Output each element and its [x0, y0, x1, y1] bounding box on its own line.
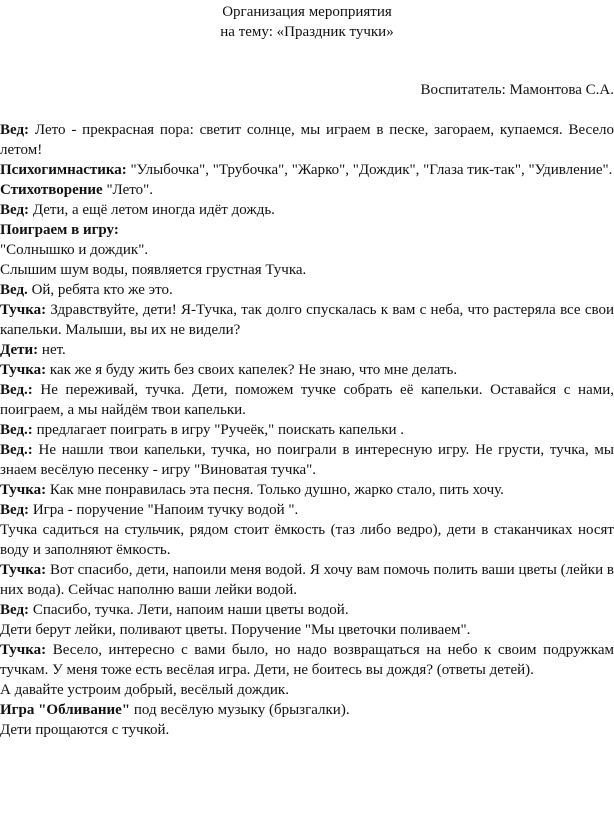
paragraph: [0, 500, 614, 520]
section-label: Игра "Обливание": [0, 702, 131, 718]
paragraph-text: "Улыбочка", "Трубочка", "Жарко", "Дождик", "Глаза тик-так", "Удивление".: [126, 162, 613, 178]
paragraph: [0, 360, 614, 380]
paragraph-text: Дети берут лейки, поливают цветы. Поручение "Мы цветочки поливаем".: [0, 622, 471, 638]
paragraph-text: Спасибо, тучка. Лети, напоим наши цветы водой.: [29, 602, 349, 618]
section-label: Стихотворение: [0, 182, 103, 198]
paragraph-text: Игра - поручение "Напоим тучку водой ".: [29, 502, 299, 518]
paragraph-text: "Лето".: [102, 182, 154, 198]
paragraph: [0, 380, 614, 420]
paragraph-text: Вот спасибо, дети, напоили меня водой. Я хочу вам помочь полить ваши цветы (лейки в них вода). Сейчас наполню ваши лейки водой.: [0, 562, 614, 598]
speaker-label: Тучка:: [0, 642, 47, 658]
section-label: Поиграем в игру:: [0, 222, 119, 238]
paragraph: [0, 600, 614, 620]
paragraph: [0, 220, 614, 240]
speaker-label: Вед:: [0, 502, 30, 518]
speaker-label: Вед:: [0, 202, 30, 218]
paragraph: [0, 120, 614, 160]
speaker-label: Вед.:: [0, 422, 33, 438]
scenario-text: [0, 120, 614, 740]
paragraph-text: Не нашли твои капельки, тучка, но поиграли в интересную игру. Не грусти, тучка, мы знаем весёлую песенку - игру "Виноватая тучка".: [0, 442, 614, 478]
speaker-label: Тучка:: [0, 482, 47, 498]
paragraph-text: Не переживай, тучка. Дети, поможем тучке собрать её капельки. Оставайся с нами, поиграем, а мы найдём твои капельки.: [0, 382, 614, 418]
paragraph: [0, 440, 614, 480]
paragraph: [0, 160, 614, 180]
paragraph: [0, 680, 614, 700]
paragraph-text: "Солнышко и дождик".: [0, 242, 149, 258]
section-label: Психогимнастика:: [0, 162, 127, 178]
paragraph-text: Лето - прекрасная пора: светит солнце, мы играем в песке, загораем, купаемся. Весело летом!: [0, 122, 614, 158]
speaker-label: Вед:: [0, 602, 30, 618]
paragraph: [0, 180, 614, 200]
speaker-label: Дети:: [0, 342, 39, 358]
paragraph: [0, 640, 614, 680]
paragraph: [0, 240, 614, 260]
paragraph: [0, 620, 614, 640]
paragraph-text: Слышим шум воды, появляется грустная Тучка.: [0, 262, 307, 278]
paragraph-text: Дети прощаются с тучкой.: [0, 722, 170, 738]
paragraph-text: нет.: [38, 342, 66, 358]
paragraph: [0, 700, 614, 720]
paragraph: [0, 280, 614, 300]
paragraph-text: как же я буду жить без своих капелек? Не знаю, что мне делать.: [46, 362, 458, 378]
speaker-label: Вед.: [0, 282, 28, 298]
paragraph: [0, 340, 614, 360]
author-line: Воспитатель: Мамонтова С.А.: [420, 82, 614, 98]
document-title: [0, 2, 614, 42]
paragraph: [0, 480, 614, 500]
paragraph: [0, 260, 614, 280]
paragraph-text: предлагает поиграть в игру "Ручеёк," поискать капельки .: [32, 422, 405, 438]
speaker-label: Вед.:: [0, 442, 33, 458]
speaker-label: Вед.:: [0, 382, 33, 398]
paragraph: [0, 200, 614, 220]
paragraph: [0, 520, 614, 560]
speaker-label: Тучка:: [0, 362, 47, 378]
speaker-label: Тучка:: [0, 562, 47, 578]
paragraph-text: Тучка садиться на стульчик, рядом стоит ёмкость (таз либо ведро), дети в стаканчиках носят воду и заполняют ёмкость.: [0, 522, 614, 558]
title-line-2: на тему: «Праздник тучки»: [220, 24, 394, 40]
paragraph: [0, 560, 614, 600]
paragraph-text: Как мне понравилась эта песня. Только душно, жарко стало, пить хочу.: [46, 482, 504, 498]
paragraph: [0, 720, 614, 740]
paragraph: [0, 420, 614, 440]
title-line-1: Организация мероприятия: [222, 4, 392, 20]
speaker-label: Вед:: [0, 122, 30, 138]
paragraph-text: Весело, интересно с вами было, но надо возвращаться на небо к своим подружкам тучкам. У меня тоже есть весёлая игра. Дети, не боитесь вы дождя? (ответы детей).: [0, 642, 614, 678]
paragraph-text: А давайте устроим добрый, весёлый дождик.: [0, 682, 289, 698]
paragraph: [0, 300, 614, 340]
paragraph-text: Ой, ребята кто же это.: [27, 282, 173, 298]
paragraph-text: под весёлую музыку (брызгалки).: [130, 702, 350, 718]
paragraph-text: Дети, а ещё летом иногда идёт дождь.: [29, 202, 275, 218]
speaker-label: Тучка:: [0, 302, 47, 318]
paragraph-text: Здравствуйте, дети! Я-Тучка, так долго спускалась к вам с неба, что растеряла все свои капельки. Малыши, вы их не видели?: [0, 302, 614, 338]
